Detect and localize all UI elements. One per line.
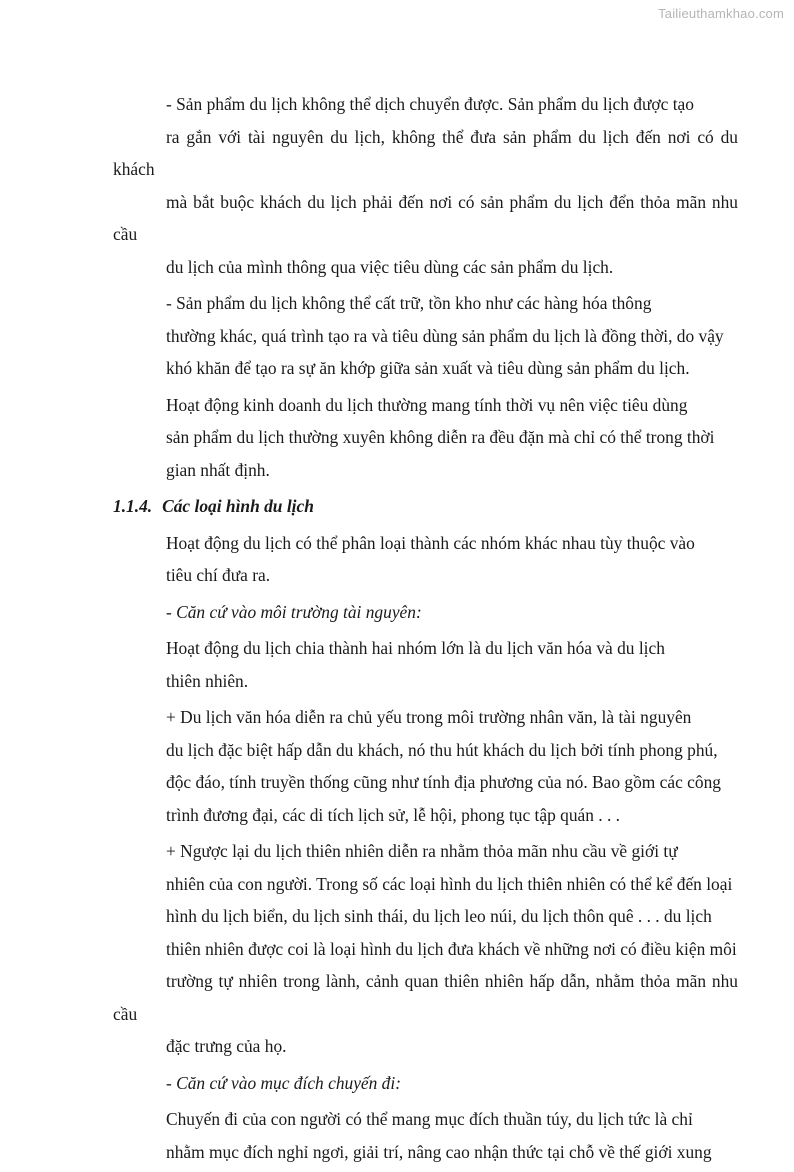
text-line: độc đáo, tính truyền thống cũng như tính địa phương của nó. Bao gồm các công (166, 772, 721, 792)
paragraph-two-groups (113, 632, 738, 697)
text-line: đặc trưng của họ. (166, 1036, 287, 1056)
section-number: 1.1.4. (113, 496, 153, 516)
text-line: nhiên của con người. Trong số các loại hình du lịch thiên nhiên có thể kể đến loại (166, 873, 733, 894)
text-line: du lịch của mình thông qua việc tiêu dùng các sản phẩm du lịch. (166, 256, 614, 277)
text-line: sản phẩm du lịch thường xuyên không diễn ra đều đặn mà chỉ có thể trong thời (166, 427, 715, 447)
text-line: hình du lịch biển, du lịch sinh thái, du lịch leo núi, du lịch thôn quê . . . du lịch (166, 906, 712, 926)
text-line: Hoạt động kinh doanh du lịch thường mang tính thời vụ nên việc tiêu dùng (166, 394, 688, 415)
text-line: - Căn cứ vào mục đích chuyến đi: (166, 1072, 402, 1093)
text-line: - Căn cứ vào môi trường tài nguyên: (166, 601, 422, 622)
text-line: + Ngược lại du lịch thiên nhiên diễn ra nhằm thỏa mãn nhu cầu về giới tự (166, 841, 678, 861)
text-line: khó khăn để tạo ra sự ăn khớp giữa sản xuất và tiêu dùng sản phẩm du lịch. (166, 358, 690, 378)
paragraph-cultural-tourism (113, 701, 738, 831)
text-line: - Sản phẩm du lịch không thể cất trữ, tồn kho như các hàng hóa thông (166, 293, 652, 313)
paragraph-intro (113, 527, 738, 592)
text-line: + Du lịch văn hóa diễn ra chủ yếu trong môi trường nhân văn, là tài nguyên (166, 707, 692, 727)
text-line: gian nhất định. (166, 459, 270, 480)
watermark: Tailieuthamkhao.com (658, 6, 784, 21)
text-line: mà bắt buộc khách du lịch phải đến nơi có sản phẩm du lịch đển thỏa mãn nhu cầu (113, 191, 738, 244)
text-line: tiêu chí đưa ra. (166, 565, 271, 585)
text-line: thường khác, quá trình tạo ra và tiêu dùng sản phẩm du lịch là đồng thời, do vậy (166, 325, 724, 346)
paragraph-seasonal (113, 389, 738, 487)
text-line: trình đương đại, các di tích lịch sử, lễ hội, phong tục tập quán . . . (166, 804, 621, 825)
paragraph-nature-tourism (113, 835, 738, 1063)
text-line: - Sản phẩm du lịch không thể dịch chuyển được. Sản phẩm du lịch được tạo (166, 94, 694, 114)
criterion-trip-purpose (113, 1067, 738, 1100)
text-line: Chuyến đi của con người có thể mang mục đích thuần túy, du lịch tức là chỉ (166, 1109, 693, 1129)
text-line: ra gắn với tài nguyên du lịch, không thể đưa sản phẩm du lịch đến nơi có du khách (113, 126, 738, 179)
paragraph-trip-purpose (113, 1103, 738, 1168)
section-heading (113, 490, 738, 523)
text-line: thiên nhiên. (166, 670, 249, 691)
text-line: Hoạt động du lịch có thể phân loại thành các nhóm khác nhau tùy thuộc vào (166, 532, 695, 553)
text-line: thiên nhiên được coi là loại hình du lịch đưa khách về những nơi có điều kiện môi (166, 938, 737, 959)
paragraph-non-transferable (113, 88, 738, 283)
text-line: du lịch đặc biệt hấp dẫn du khách, nó thu hút khách du lịch bởi tính phong phú, (166, 739, 718, 760)
section-title: Các loại hình du lịch (162, 496, 314, 516)
text-line: trường tự nhiên trong lành, cảnh quan thiên nhiên hấp dẫn, nhằm thỏa mãn nhu cầu (113, 971, 738, 1024)
criterion-resource-environment (113, 596, 738, 629)
text-line: Hoạt động du lịch chia thành hai nhóm lớn là du lịch văn hóa và du lịch (166, 638, 665, 658)
document-page (113, 88, 738, 1172)
text-line: nhằm mục đích nghỉ ngơi, giải trí, nâng cao nhận thức tại chỗ về thế giới xung (166, 1141, 712, 1162)
paragraph-non-storable (113, 287, 738, 385)
